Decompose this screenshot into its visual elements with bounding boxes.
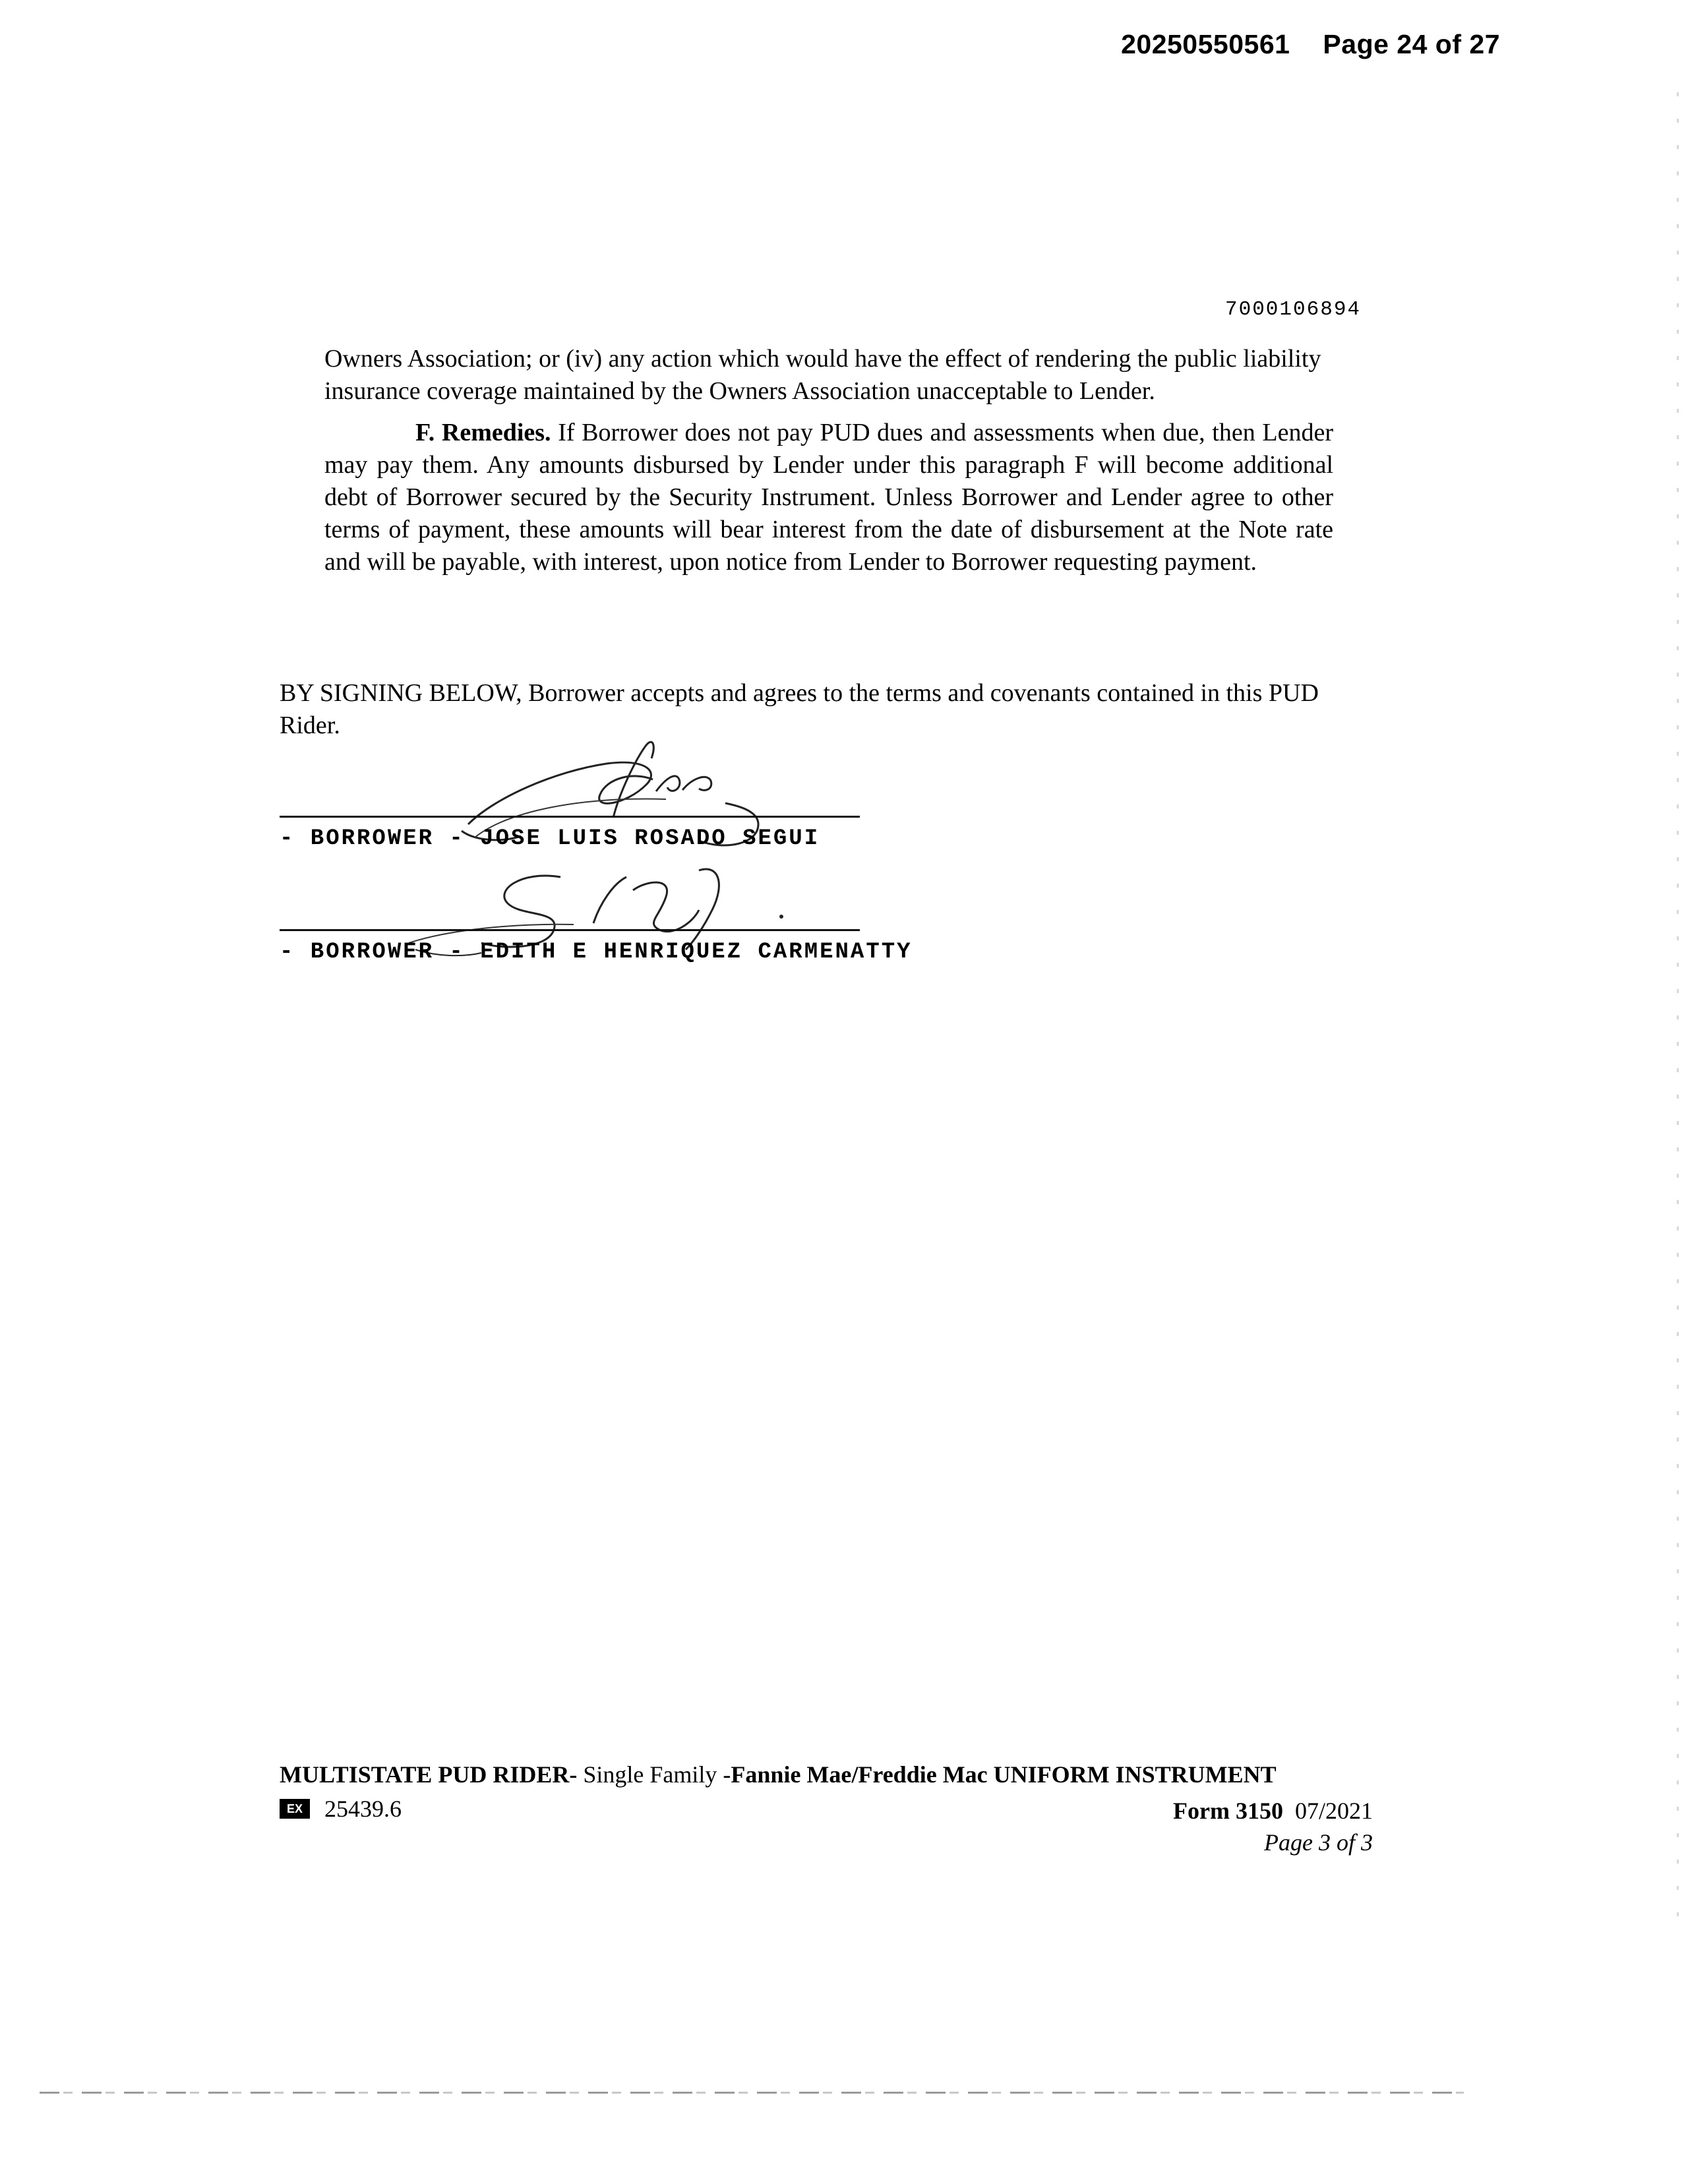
remedies-text: If Borrower does not pay PUD dues and assessments when due, then Lender may pay them. Any amounts disbursed by Lender under this paragraph F will become additional debt of Borrower secured by the Security Instrument. Unless Borrower and Lender agree to other terms of payment, these amounts will bear interest from the date of disbursement at the Note rate and will be payable, with interest, upon notice from Lender to Borrower requesting payment. <box>324 419 1333 576</box>
form-code-block <box>280 1795 402 1823</box>
signing-statement: BY SIGNING BELOW, Borrower accepts and agrees to the terms and covenants contained in this PUD Rider. <box>280 679 1319 739</box>
borrower-2-label: - BORROWER - EDITH E HENRIQUEZ CARMENATTY <box>280 940 913 965</box>
scan-bottom-artifact <box>40 2092 1464 2094</box>
borrower-1-label: - BORROWER - JOSE LUIS ROSADO SEGUI <box>280 826 820 851</box>
borrower-2-signature-line <box>280 929 860 931</box>
form-title-part-1: MULTISTATE PUD RIDER- <box>280 1761 578 1788</box>
scan-edge-artifact <box>1677 92 1679 1939</box>
borrower-1-signature-line <box>280 816 860 818</box>
form-page-label: Page 3 of 3 <box>1264 1829 1373 1856</box>
ellie-mae-logo-icon: EX <box>280 1799 310 1819</box>
form-title-part-2: Single Family - <box>577 1761 731 1788</box>
remedies-paragraph <box>324 417 1333 578</box>
form-info <box>1173 1795 1373 1858</box>
form-title-part-3: Fannie Mae/Freddie Mac UNIFORM INSTRUMENT <box>731 1761 1277 1788</box>
form-number-line <box>1173 1795 1373 1827</box>
recording-page-label: Page 24 of 27 <box>1323 29 1500 59</box>
paragraph-continued: Owners Association; or (iv) any action which would have the effect of rendering the public liability insurance coverage maintained by the Owners Association unacceptable to Lender. <box>324 345 1321 405</box>
form-date: 07/2021 <box>1294 1798 1373 1824</box>
form-code: 25439.6 <box>324 1796 402 1822</box>
remedies-heading: F. Remedies. <box>415 419 551 446</box>
recording-document-number: 20250550561 <box>1121 29 1290 59</box>
recording-header <box>1121 29 1500 60</box>
form-title <box>280 1761 1277 1788</box>
loan-number: 7000106894 <box>1225 298 1362 321</box>
form-number: Form 3150 <box>1173 1798 1283 1824</box>
